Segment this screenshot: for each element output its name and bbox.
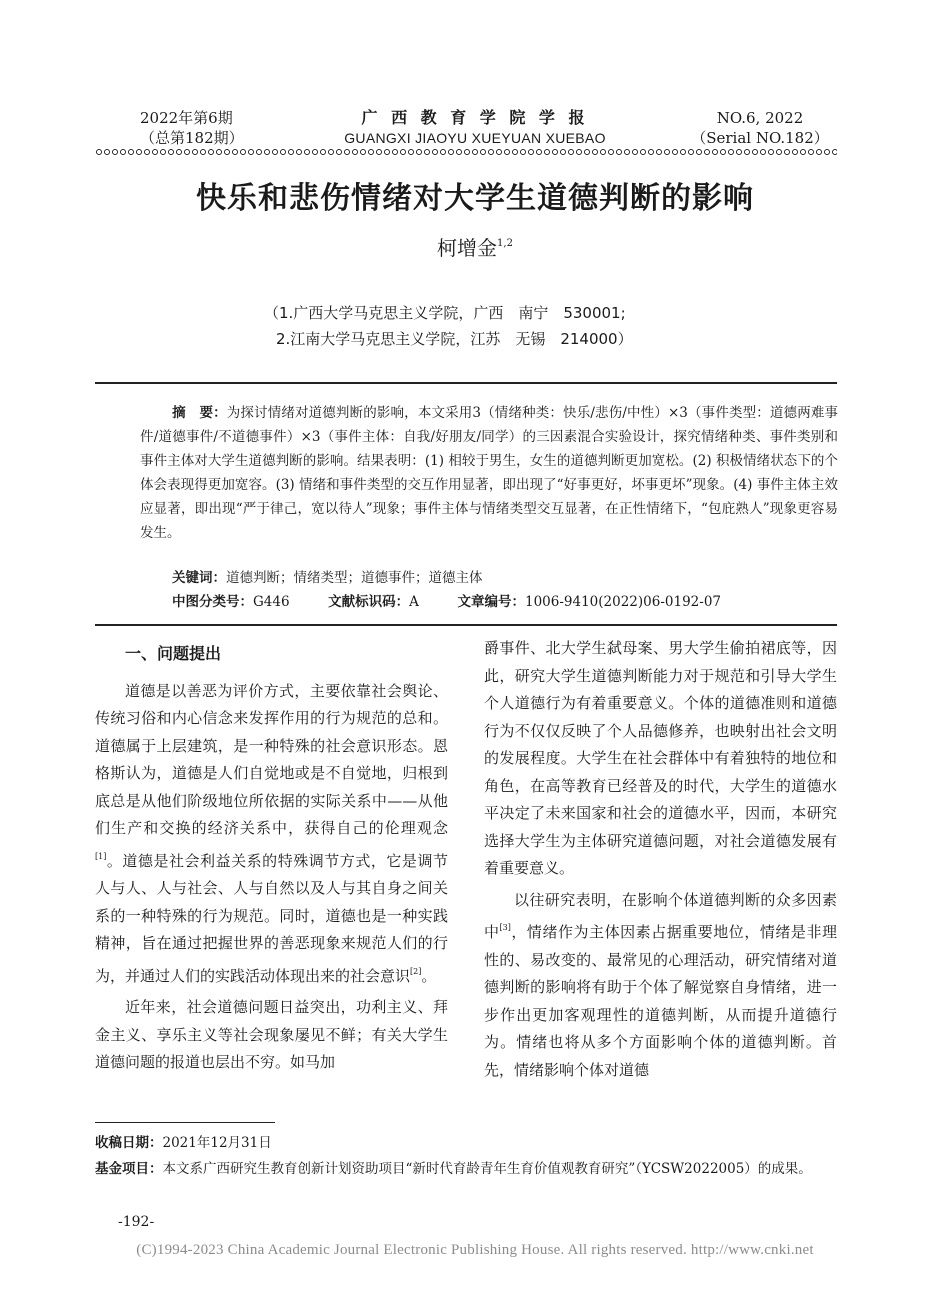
article-number-label: 文章编号： <box>457 594 525 610</box>
journal-name <box>300 108 650 148</box>
serial-issue-line-en: （Serial NO.182） <box>691 129 829 147</box>
paragraph <box>95 678 448 991</box>
issue-line: 2022年第6期 <box>140 109 233 127</box>
classification <box>172 590 721 610</box>
issue-info-en <box>684 108 836 148</box>
fund-text: 本文系广西研究生教育创新计划资助项目“新时代育龄青年生育价值观教育研究”（YCSW2022005）的成果。 <box>162 1161 812 1177</box>
issue-line-en: NO.6, 2022 <box>716 109 804 127</box>
paragraph: 近年来，社会道德问题日益突出，功利主义、拜金主义、享乐主义等社会现象屡见不鲜；有关大学生道德问题的报道也层出不穷。如马加 <box>95 998 448 1071</box>
right-column <box>484 635 837 1084</box>
citation: [1] <box>95 851 107 861</box>
clc-value: G446 <box>253 594 290 610</box>
clc-label: 中图分类号： <box>172 594 253 610</box>
serial-issue-line: （总第182期） <box>140 129 244 147</box>
copyright-notice: (C)1994-2023 China Academic Journal Electronic Publishing House. All rights reserved. http://www.cnki.net <box>136 1242 814 1258</box>
paragraph-text: 道德是以善恶为评价方式，主要依靠社会舆论、传统习俗和内心信念来发挥作用的行为规范的总和。道德属于上层建筑，是一种特殊的社会意识形态。恩格斯认为，道德是人们自觉地或是不自觉地，归根到底总是从他们阶级地位所依据的实际关系中——从他们生产和交换的经济关系中，获得自己的伦理观念 <box>95 681 448 837</box>
section-1-heading: 一、问题提出 <box>125 644 222 663</box>
abstract-label: 摘 要： <box>172 405 227 421</box>
doc-code-label: 文献标识码： <box>328 594 410 610</box>
abstract-bottom-rule <box>95 624 837 626</box>
page-number: -192- <box>118 1214 155 1230</box>
fund-label: 基金项目： <box>95 1161 163 1177</box>
article-title: 快乐和悲伤情绪对大学生道德判断的影响 <box>196 181 754 216</box>
doc-code-value: A <box>409 594 419 610</box>
journal-name-cn: 广 西 教 育 学 院 学 报 <box>361 108 589 127</box>
paragraph-text: ，情绪作为主体因素占据重要地位，情绪是非理性的、易改变的、最常见的心理活动，研究情绪对道德判断的影响将有助于个体了解觉察自身情绪，进一步作出更加客观理性的道德判断，从而提升道德行为。情绪也将从多个方面影响个体的道德判断。首先，情绪影响个体对道德 <box>484 923 837 1079</box>
decorative-wave-divider <box>95 148 837 156</box>
left-column <box>95 640 448 1077</box>
received-date <box>95 1130 837 1156</box>
abstract <box>140 401 838 545</box>
fund-project <box>95 1156 837 1182</box>
received-label: 收稿日期： <box>95 1135 163 1151</box>
citation: [2] <box>410 966 422 976</box>
paragraph: 爵事件、北大学生弑母案、男大学生偷拍裙底等，因此，研究大学生道德判断能力对于规范和引导大学生个人道德行为有着重要意义。个体的道德准则和道德行为不仅仅反映了个人品德修养，也映射出社会文明的发展程度。大学生在社会群体中有着独特的地位和角色，在高等教育已经普及的时代，大学生的道德水平决定了未来国家和社会的道德水平，因而，本研究选择大学生为主体研究道德问题，对社会道德发展有着重要意义。 <box>484 639 837 877</box>
keywords <box>172 566 483 586</box>
author <box>60 232 890 261</box>
article-number-value: 1006-9410(2022)06-0192-07 <box>525 594 722 610</box>
footnote-rule <box>95 1122 275 1123</box>
journal-name-en: GUANGXI JIAOYU XUEYUAN XUEBAO <box>344 130 606 146</box>
keywords-label: 关键词： <box>172 570 226 586</box>
affiliation-1: （1.广西大学马克思主义学院，广西 南宁 530001; <box>264 304 626 322</box>
paragraph-text: 。 <box>421 966 437 985</box>
issue-info <box>140 108 244 148</box>
author-affil-marks: 1,2 <box>497 238 513 249</box>
author-name: 柯增金 <box>437 236 498 260</box>
paragraph-text: 以往研究表明，在影响个体道德判断的众多因素中 <box>484 890 837 941</box>
paragraph-text: 。道德是社会利益关系的特殊调节方式，它是调节人与人、人与社会、人与自然以及人与其自身之间关系的一种特殊的行为规范。同时，道德也是一种实践精神，旨在通过把握世界的善恶现象来规范人们的行为，并通过人们的实践活动体现出来的社会意识 <box>95 851 448 985</box>
paragraph <box>484 887 837 1085</box>
citation: [3] <box>499 923 511 932</box>
received-value: 2021年12月31日 <box>162 1135 272 1151</box>
keywords-text: 道德判断；情绪类型；道德事件；道德主体 <box>226 570 483 586</box>
abstract-top-rule <box>95 382 837 384</box>
abstract-text: 为探讨情绪对道德判断的影响，本文采用3（情绪种类：快乐/悲伤/中性）×3（事件类型：道德两难事件/道德事件/不道德事件）×3（事件主体：自我/好朋友/同学）的三因素混合实验设计，探究情绪种类、事件类别和事件主体对大学生道德判断的影响。结果表明：(1) 相较于男生，女生的道德判断更加宽松。(2) 积极情绪状态下的个体会表现得更加宽容。(3) 情绪和事件类型的交互作用显著，即出现了“好事更好，坏事更坏”现象。(4) 事件主体主效应显著，即出现“严于律己，宽以待人”现象；事件主体与情绪类型交互显著，在正性情绪下，“包庇熟人”现象更容易发生。 <box>140 405 839 541</box>
affiliation-2: 2.江南大学马克思主义学院，江苏 无锡 214000） <box>276 330 633 348</box>
